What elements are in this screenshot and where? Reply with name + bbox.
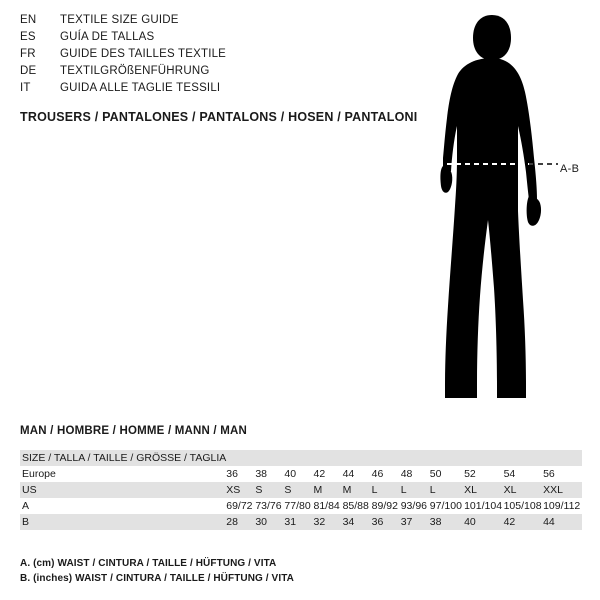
table-cell: 93/96 <box>400 500 427 512</box>
table-cell: M <box>313 484 323 496</box>
table-cell: 38 <box>255 468 268 480</box>
table-cell: 69/72 <box>226 500 253 512</box>
table-cell: 73/76 <box>255 500 282 512</box>
table-cell: 81/84 <box>313 500 340 512</box>
table-cell <box>226 450 255 466</box>
table-cell: XS <box>226 484 241 496</box>
language-row <box>20 82 350 99</box>
language-row <box>20 48 350 65</box>
language-code: ES <box>20 31 36 43</box>
table-cell: 77/80 <box>284 500 311 512</box>
language-code: EN <box>20 14 37 26</box>
table-cell: 56 <box>543 468 555 480</box>
category-title: TROUSERS / PANTALONES / PANTALONS / HOSEN / PANTALONI <box>20 110 418 124</box>
table-cell: L <box>429 484 436 496</box>
language-row <box>20 31 350 48</box>
row-label: A <box>22 500 30 512</box>
table-cell <box>464 450 504 466</box>
table-cell <box>255 450 284 466</box>
section-title-man: MAN / HOMBRE / HOMME / MANN / MAN <box>20 425 248 437</box>
table-cell: 44 <box>543 516 555 528</box>
table-cell: 28 <box>226 516 238 528</box>
table-row <box>20 514 582 530</box>
row-label: B <box>22 516 30 528</box>
table-cell: XXL <box>543 484 563 496</box>
table-cell: 44 <box>342 468 355 480</box>
figure-illustration <box>400 6 600 406</box>
table-row <box>20 450 582 466</box>
table-cell: 37 <box>400 516 413 528</box>
table-row <box>20 466 582 482</box>
table-cell: 36 <box>226 468 238 480</box>
table-cell: 40 <box>464 516 476 528</box>
table-cell: 89/92 <box>371 500 398 512</box>
language-title: GUÍA DE TALLAS <box>60 31 155 43</box>
man-silhouette-icon <box>400 6 600 406</box>
table-cell <box>430 450 464 466</box>
language-title: TEXTILGRÖßENFÜHRUNG <box>60 65 210 77</box>
table-row <box>20 498 582 514</box>
language-title: TEXTILE SIZE GUIDE <box>60 14 179 26</box>
language-row <box>20 65 350 82</box>
table-cell: 54 <box>503 468 516 480</box>
table-cell: 97/100 <box>429 500 462 512</box>
table-row <box>20 482 582 498</box>
language-title: GUIDA ALLE TAGLIE TESSILI <box>60 82 221 94</box>
table-cell: XL <box>503 484 517 496</box>
table-cell: 52 <box>464 468 476 480</box>
table-cell <box>284 450 313 466</box>
language-title-block <box>20 14 350 99</box>
table-cell: 105/108 <box>503 500 542 512</box>
table-cell <box>343 450 372 466</box>
table-cell: L <box>400 484 407 496</box>
language-code: FR <box>20 48 36 60</box>
row-label: Europe <box>22 468 56 480</box>
note-b: B. (inches) WAIST / CINTURA / TAILLE / HÜFTUNG / VITA <box>20 573 294 584</box>
table-cell: 85/88 <box>342 500 369 512</box>
table-cell <box>372 450 401 466</box>
table-cell: 42 <box>313 468 326 480</box>
row-label: SIZE / TALLA / TAILLE / GRÖSSE / TAGLIA <box>22 452 227 464</box>
table-cell: 109/112 <box>543 500 581 512</box>
table-cell: 42 <box>503 516 516 528</box>
table-cell: 30 <box>255 516 268 528</box>
table-cell: 38 <box>429 516 442 528</box>
language-row <box>20 14 350 31</box>
note-a: A. (cm) WAIST / CINTURA / TAILLE / HÜFTUNG / VITA <box>20 558 277 569</box>
table-cell: XL <box>464 484 477 496</box>
measurement-notes <box>20 556 294 586</box>
language-code: IT <box>20 82 31 94</box>
table-cell: M <box>342 484 352 496</box>
table-cell: 34 <box>342 516 355 528</box>
table-cell: L <box>371 484 378 496</box>
table-cell <box>313 450 342 466</box>
table-cell <box>543 450 582 466</box>
size-table <box>20 450 582 530</box>
table-cell: 40 <box>284 468 297 480</box>
language-code: DE <box>20 65 37 77</box>
table-cell: S <box>255 484 263 496</box>
table-cell: 31 <box>284 516 297 528</box>
table-cell: 48 <box>400 468 413 480</box>
language-title: GUIDE DES TAILLES TEXTILE <box>60 48 227 60</box>
table-cell: 50 <box>429 468 442 480</box>
table-cell: 46 <box>371 468 384 480</box>
table-cell: 36 <box>371 516 384 528</box>
row-label: US <box>22 484 37 496</box>
measure-label-ab: A-B <box>560 163 580 175</box>
table-cell: 32 <box>313 516 326 528</box>
table-cell: 101/104 <box>464 500 503 512</box>
table-cell <box>504 450 544 466</box>
table-cell <box>401 450 430 466</box>
table-cell: S <box>284 484 292 496</box>
